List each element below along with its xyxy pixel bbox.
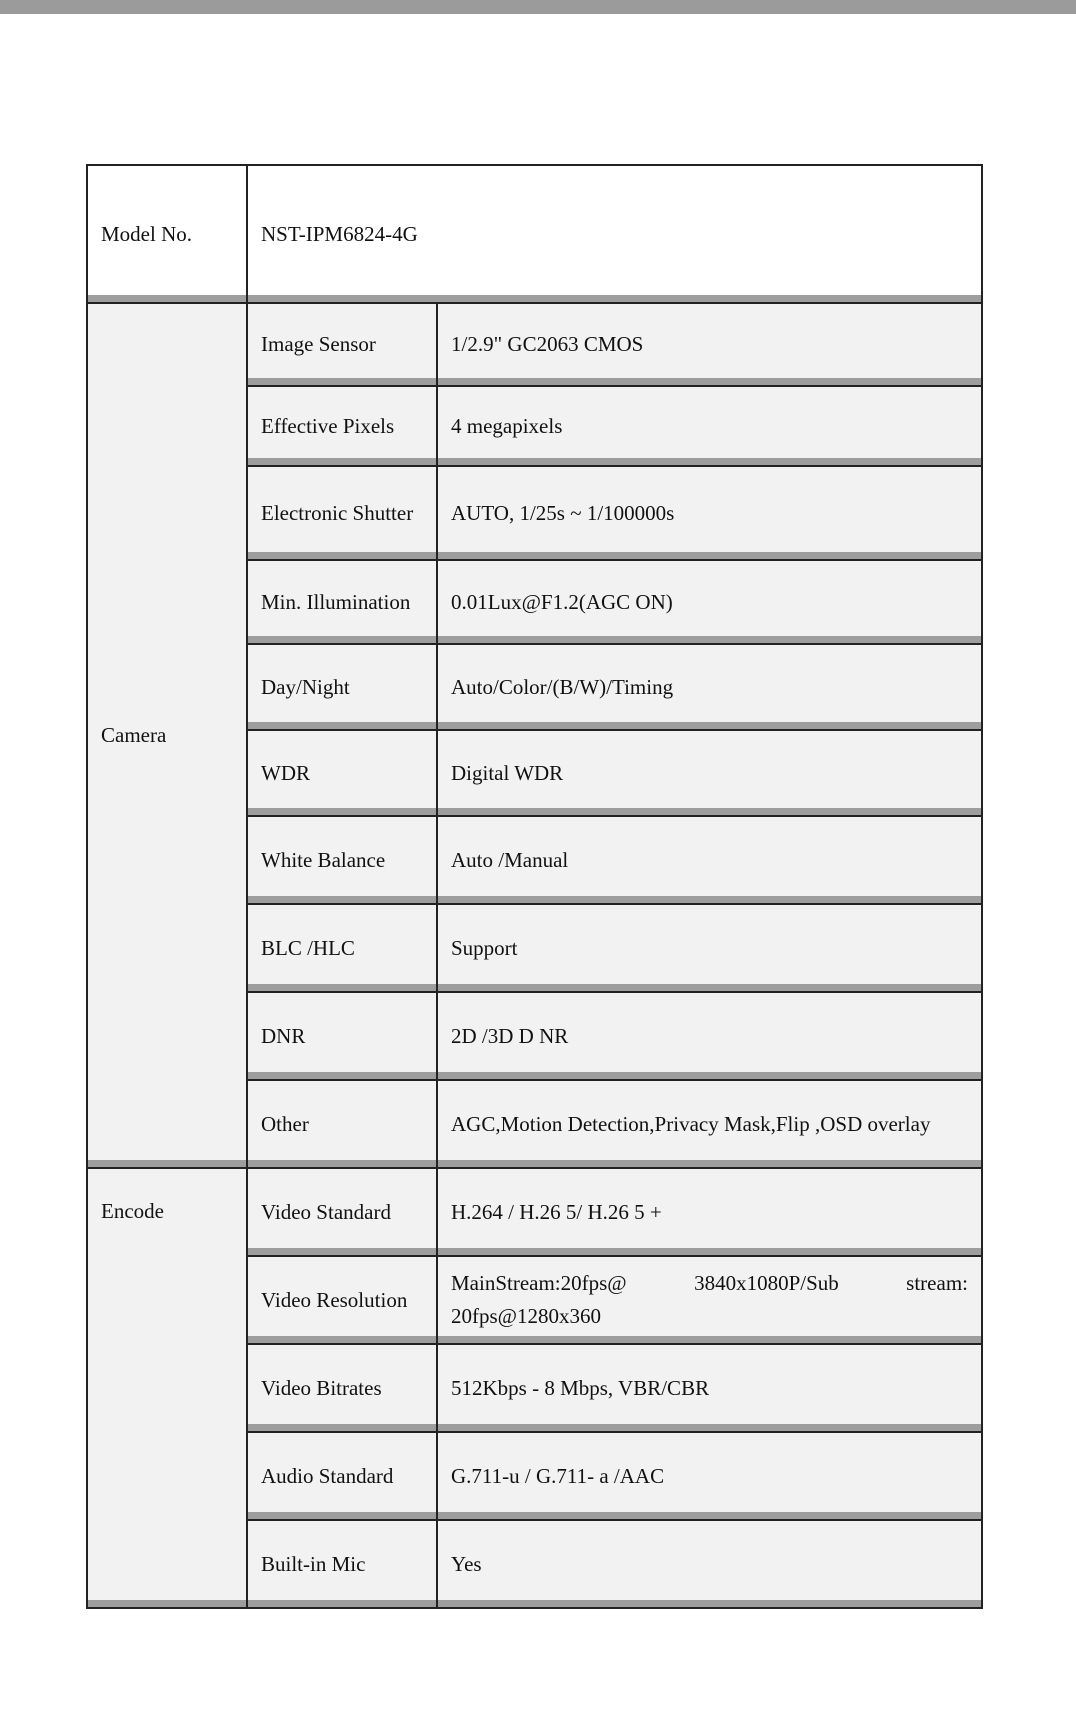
table-row xyxy=(87,1168,982,1256)
spec-value: Auto/Color/(B/W)/Timing xyxy=(437,644,982,730)
spec-value: 0.01Lux@F1.2(AGC ON) xyxy=(437,560,982,644)
spec-value: AUTO, 1/25s ~ 1/100000s xyxy=(437,466,982,560)
spec-label: Video Bitrates xyxy=(247,1344,437,1432)
resolution-part: stream: xyxy=(906,1271,968,1295)
group-encode: Encode xyxy=(87,1168,247,1608)
model-row xyxy=(87,165,982,303)
resolution-line-2: 20fps@1280x360 xyxy=(451,1304,602,1328)
spec-value: Auto /Manual xyxy=(437,816,982,904)
spec-value: 2D /3D D NR xyxy=(437,992,982,1080)
spec-value: AGC,Motion Detection,Privacy Mask,Flip ,OSD overlay xyxy=(437,1080,982,1168)
resolution-part: MainStream:20fps@ xyxy=(451,1271,627,1295)
group-camera: Camera xyxy=(87,303,247,1168)
spec-label: White Balance xyxy=(247,816,437,904)
model-value: NST-IPM6824-4G xyxy=(247,165,982,303)
spec-label: DNR xyxy=(247,992,437,1080)
spec-label: Electronic Shutter xyxy=(247,466,437,560)
spec-label: Video Standard xyxy=(247,1168,437,1256)
spec-label: Day/Night xyxy=(247,644,437,730)
spec-value-resolution xyxy=(437,1256,982,1344)
resolution-part: 3840x1080P/Sub xyxy=(694,1271,839,1295)
spec-value: H.264 / H.26 5/ H.26 5 + xyxy=(437,1168,982,1256)
spec-value: Support xyxy=(437,904,982,992)
resolution-line-1 xyxy=(451,1267,968,1300)
table-row xyxy=(87,303,982,386)
spec-label: Video Resolution xyxy=(247,1256,437,1344)
spec-label: Other xyxy=(247,1080,437,1168)
spec-value: Digital WDR xyxy=(437,730,982,816)
spec-label: Image Sensor xyxy=(247,303,437,386)
spec-value: Yes xyxy=(437,1520,982,1608)
spec-label: BLC /HLC xyxy=(247,904,437,992)
spec-value: 1/2.9" GC2063 CMOS xyxy=(437,303,982,386)
spec-label: Effective Pixels xyxy=(247,386,437,466)
spec-label: WDR xyxy=(247,730,437,816)
model-label: Model No. xyxy=(87,165,247,303)
spec-value: 512Kbps - 8 Mbps, VBR/CBR xyxy=(437,1344,982,1432)
top-gray-bar xyxy=(0,0,1076,14)
spec-label: Min. Illumination xyxy=(247,560,437,644)
spec-value: 4 megapixels xyxy=(437,386,982,466)
spec-label: Audio Standard xyxy=(247,1432,437,1520)
spec-table xyxy=(86,164,983,1609)
spec-value: G.711-u / G.711- a /AAC xyxy=(437,1432,982,1520)
spec-label: Built-in Mic xyxy=(247,1520,437,1608)
